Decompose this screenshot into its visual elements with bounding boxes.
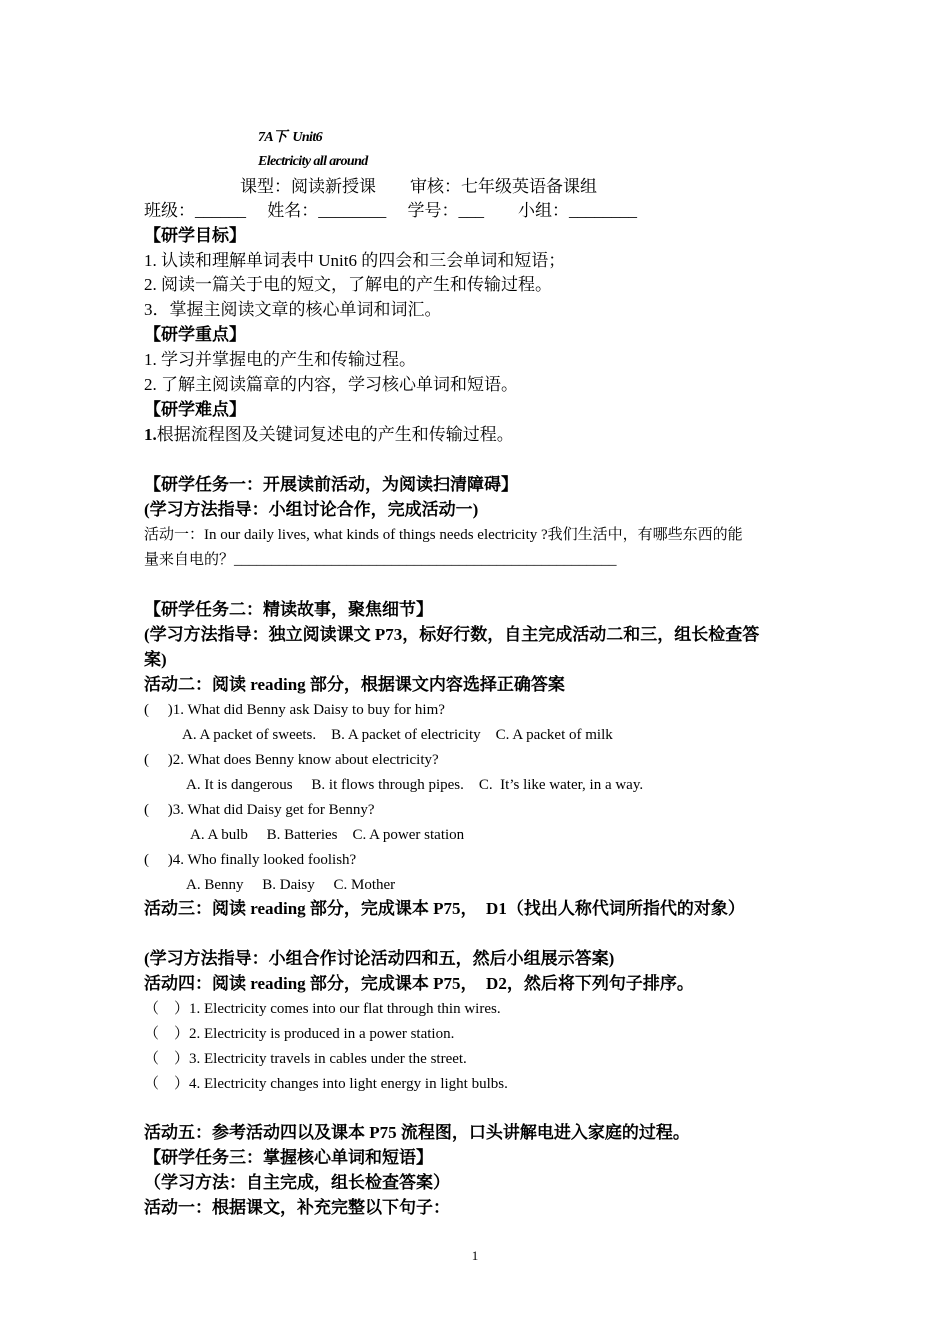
page-number: 1 xyxy=(471,1248,479,1263)
task1-activity-line2: 量来自电的？___________________________________________________ xyxy=(144,552,617,568)
order-sentence: （ ）4. Electricity changes into light energy in light bulbs. xyxy=(144,1076,508,1092)
key-heading: 【研学重点】 xyxy=(144,325,246,344)
activity3: 活动三：阅读 reading 部分，完成课本 P75， D1（找出人称代词所指代的对象） xyxy=(144,899,745,918)
question-options: A. Benny B. Daisy C. Mother xyxy=(186,877,396,893)
order-sentence: （ ）2. Electricity is produced in a power station. xyxy=(144,1026,455,1042)
activity4-heading: 活动四：阅读 reading 部分，完成课本 P75， D2，然后将下列句子排序。 xyxy=(144,974,694,993)
task1-method: (学习方法指导：小组讨论合作，完成活动一) xyxy=(144,500,479,519)
difficulty-item xyxy=(144,424,514,446)
task1-activity-line1: 活动一：In our daily lives, what kinds of things needs electricity ?我们生活中，有哪些东西的能 xyxy=(144,527,743,543)
unit-title: 7A下 Unit6 xyxy=(258,130,323,145)
key-item: 1. 学习并掌握电的产生和传输过程。 xyxy=(144,350,416,369)
goal-item: 3．掌握主阅读文章的核心单词和词汇。 xyxy=(144,300,442,319)
goal-item: 2. 阅读一篇关于电的短文，了解电的产生和传输过程。 xyxy=(144,275,552,294)
course-info: 课型：阅读新授课 审核：七年级英语备课组 xyxy=(240,177,597,196)
difficulty-number: 1. xyxy=(144,425,157,444)
question: ( )2. What does Benny know about electricity? xyxy=(144,752,439,768)
question-options: A. A bulb B. Batteries C. A power station xyxy=(190,827,465,843)
task3-heading: 【研学任务三：掌握核心单词和短语】 xyxy=(144,1148,433,1167)
task3-activity1: 活动一：根据课文，补充完整以下句子： xyxy=(144,1198,450,1217)
task2-heading: 【研学任务二：精读故事，聚焦细节】 xyxy=(144,600,433,619)
key-item: 2. 了解主阅读篇章的内容，学习核心单词和短语。 xyxy=(144,375,518,394)
unit-subtitle: Electricity all around xyxy=(258,154,368,169)
order-sentence: （ ）3. Electricity travels in cables under the street. xyxy=(144,1051,467,1067)
task2-method-line1: (学习方法指导：独立阅读课文 P73，标好行数，自主完成活动二和三，组长检查答 xyxy=(144,625,760,644)
task1-heading: 【研学任务一：开展读前活动，为阅读扫清障碍】 xyxy=(144,475,518,494)
group-method: (学习方法指导：小组合作讨论活动四和五，然后小组展示答案) xyxy=(144,949,615,968)
order-sentence: （ ）1. Electricity comes into our flat through thin wires. xyxy=(144,1001,501,1017)
question-options: A. It is dangerous B. it flows through pipes. C. It’s like water, in a way. xyxy=(186,777,644,793)
question: ( )4. Who finally looked foolish? xyxy=(144,852,357,868)
goal-item: 1. 认读和理解单词表中 Unit6 的四会和三会单词和短语； xyxy=(144,251,566,270)
question-options: A. A packet of sweets. B. A packet of electricity C. A packet of milk xyxy=(182,727,613,743)
student-info: 班级：______ 姓名：________ 学号：___ 小组：________ xyxy=(144,201,637,220)
goals-heading: 【研学目标】 xyxy=(144,226,246,245)
task2-method-line2: 案) xyxy=(144,650,167,669)
activity5: 活动五：参考活动四以及课本 P75 流程图，口头讲解电进入家庭的过程。 xyxy=(144,1123,690,1142)
difficulty-text: 根据流程图及关键词复述电的产生和传输过程。 xyxy=(156,425,514,444)
task3-method: （学习方法：自主完成，组长检查答案） xyxy=(144,1173,450,1192)
activity2-heading: 活动二：阅读 reading 部分，根据课文内容选择正确答案 xyxy=(144,675,565,694)
question: ( )3. What did Daisy get for Benny? xyxy=(144,802,375,818)
question: ( )1. What did Benny ask Daisy to buy for him? xyxy=(144,702,445,718)
difficulty-heading: 【研学难点】 xyxy=(144,400,246,419)
